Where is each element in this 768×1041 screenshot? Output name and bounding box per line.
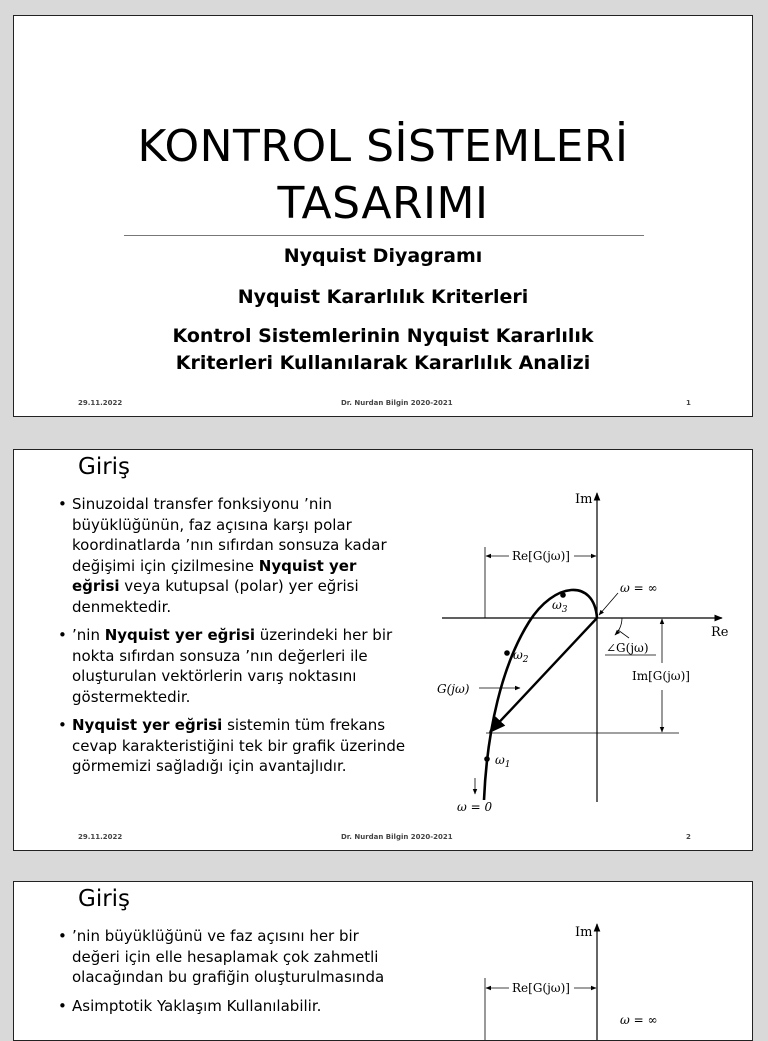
omega-2-label: $\omega_2$ (513, 648, 529, 665)
omega-zero-label: ω = 0 (457, 800, 493, 814)
re-axis-label: Re (711, 625, 729, 640)
footer-page-number: 2 (686, 833, 691, 841)
omega-1-label: $\omega_1$ (495, 753, 511, 770)
intro-slide-continued (13, 881, 753, 1041)
nyquist-diagram (14, 450, 753, 851)
bullet-text: sistemin tüm frekans cevap karakteristiğini tek bir grafik üzerinde görmemizi sağladığı için avantajlıdır. (72, 716, 406, 775)
re-g-label: Re[G(jω)] (512, 981, 570, 995)
bullet-bold-text: Nyquist yer eğrisi (72, 556, 357, 595)
omega-infinity-label: ω = ∞ (620, 581, 658, 595)
bullet-bold-text: Nyquist yer eğrisi (72, 716, 223, 734)
subtitle-1: Nyquist Diyagramı (283, 245, 483, 267)
angle-g-label: ∠G(jω) (606, 641, 649, 655)
omega-3-label: $\omega_3$ (552, 598, 568, 615)
bullet-text: üzerindeki her bir nokta sıfırdan sonsuza ’nın değerleri ile oluşturulan vektörlerin varış noktasını göstermektedir. (72, 626, 393, 706)
slide-heading: Giriş (78, 886, 131, 912)
omega-3-point (560, 592, 566, 598)
bullet-text: veya kutupsal (polar) yer eğrisi denmektedir. (72, 577, 359, 616)
footer-page-number: 1 (686, 399, 691, 407)
bullet-text: Sinuzoidal transfer fonksiyonu ’nin büyüklüğünün, faz açısına karşı polar koordinatlarda ’nın sıfırdan sonsuza kadar değişimi için çizilmesine (72, 495, 387, 575)
bullet-item: • ’nin büyüklüğünü ve faz açısını her bir değeri için elle hesaplamak çok zahmetli olacağından bu grafiğin oluşturulmasında (58, 926, 408, 988)
subtitle-2: Nyquist Kararlılık Kriterleri (237, 286, 529, 308)
im-axis-label: Im (575, 925, 593, 940)
bullet-item: • Asimptotik Yaklaşım Kullanılabilir. (58, 996, 408, 1017)
omega-1-point (484, 756, 490, 762)
title-slide (13, 15, 753, 417)
nyquist-curve (484, 590, 597, 800)
footer-author: Dr. Nurdan Bilgin 2020-2021 (341, 399, 453, 407)
omega-infinity-arrow (599, 593, 618, 615)
intro-slide (13, 449, 753, 851)
bullet-text: ’nin (72, 626, 105, 644)
footer-date: 29.11.2022 (78, 833, 123, 841)
re-g-label: Re[G(jω)] (512, 549, 570, 563)
omega-infinity-label: ω = ∞ (620, 1013, 658, 1027)
angle-leader (618, 630, 629, 638)
g-label: G(jω) (437, 682, 470, 696)
title-divider (124, 235, 644, 236)
footer-author: Dr. Nurdan Bilgin 2020-2021 (341, 833, 453, 841)
subtitle-3-line-1: Kontrol Sistemlerinin Nyquist Kararlılık (172, 325, 594, 347)
omega-2-point (504, 650, 510, 656)
bullet-bold-text: Nyquist yer eğrisi (104, 626, 256, 644)
footer-date: 29.11.2022 (78, 399, 123, 407)
title-line-2: TASARIMI (277, 178, 489, 229)
slide-heading: Giriş (78, 454, 131, 480)
im-axis-label: Im (575, 492, 593, 507)
title-line-1: KONTROL SİSTEMLERİ (137, 121, 629, 172)
subtitle-3-line-2: Kriterleri Kullanılarak Kararlılık Analizi (175, 352, 591, 374)
nyquist-diagram-partial (14, 882, 753, 1041)
im-g-label: Im[G(jω)] (632, 669, 690, 683)
